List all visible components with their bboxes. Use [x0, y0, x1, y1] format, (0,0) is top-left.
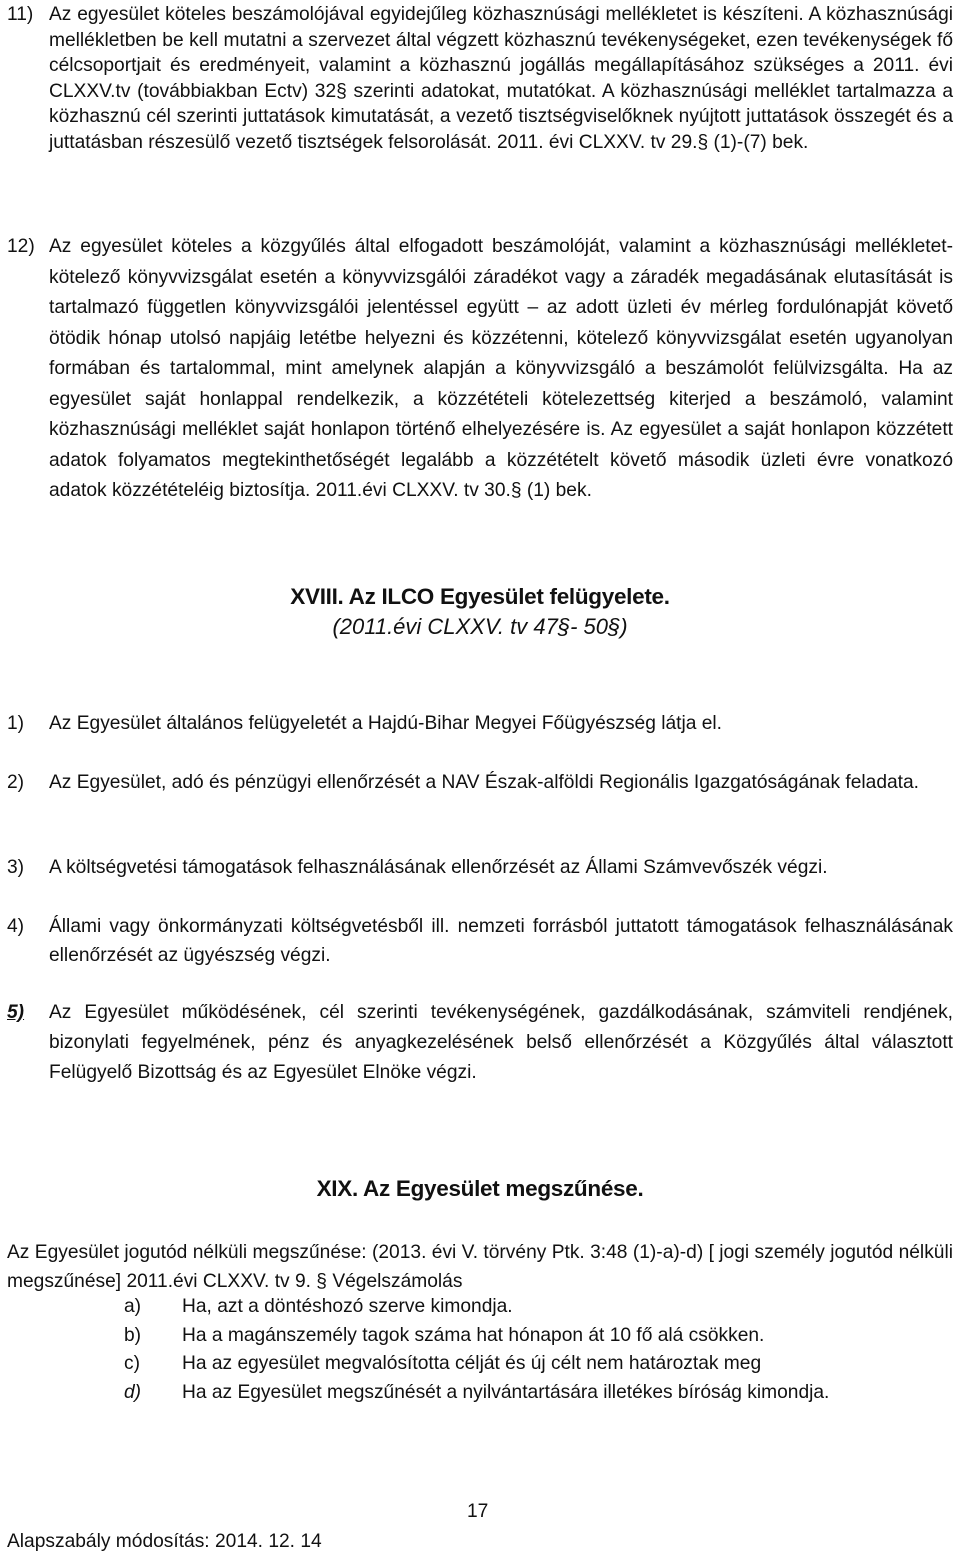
list-item-label: b): [124, 1324, 142, 1346]
item-text: Az Egyesület, adó és pénzügyi ellenőrzését a NAV Észak-alföldi Regionális Igazgatóságának feladata.: [49, 772, 920, 793]
item-number: 5): [7, 1002, 25, 1023]
list-item-text: Ha az Egyesület megszűnését a nyilvántartására illetékes bíróság kimondja.: [182, 1381, 830, 1403]
paragraph-number: 11): [7, 4, 34, 25]
section-xix: [7, 1174, 953, 1204]
supervision-item-5: [7, 998, 953, 1088]
item-number: 2): [7, 772, 25, 793]
paragraph-12: [7, 232, 953, 507]
supervision-item-3: [7, 855, 953, 881]
paragraph-number: 12): [7, 236, 35, 257]
section-title: XIX. Az Egyesület megszűnése.: [316, 1176, 644, 1201]
supervision-item-1: [7, 711, 953, 737]
item-text: A költségvetési támogatások felhasználásának ellenőrzését az Állami Számvevőszék végzi.: [49, 857, 828, 878]
list-item-label: d): [124, 1381, 142, 1403]
page-number: 17: [467, 1501, 489, 1522]
supervision-item-2: [7, 768, 953, 797]
supervision-item-4: [7, 912, 953, 970]
item-number: 1): [7, 713, 25, 734]
item-text: Állami vagy önkormányzati költségvetésből ill. nemzeti forrásból juttatott támogatások felhasználásának ellenőrzését az ügyészség végzi.: [49, 916, 953, 966]
item-number: 4): [7, 916, 25, 937]
dissolution-intro: Az Egyesület jogutód nélküli megszűnése: (2013. évi V. törvény Ptk. 3:48 (1)-a)-d) [ jogi személy jogutód nélküli megszűnése] 2011.évi CLXXV. tv 9. § Végelszámolás: [7, 1242, 953, 1292]
footer-revision-note: Alapszabály módosítás: 2014. 12. 14: [7, 1531, 322, 1552]
item-text: Az Egyesület működésének, cél szerinti tevékenységének, gazdálkodásának, számviteli rendjének, bizonylati fegyelmének, pénz és anyagkezelésének belső ellenőrzését a Közgyűlés által választott Felügyelő Bizottság és az Egyesület Elnöke végzi.: [49, 1002, 953, 1083]
paragraph-text: Az egyesület köteles beszámolójával egyidejűleg közhasznúsági mellékletet is készíteni. A közhasznúsági mellékletben be kell mutatni a szervezet által végzett közhasznú tevékenységeket, ezen tevékenységek fő célcsoportjait és eredményeit, valamint a közhasznú jogállás megállapításához szükséges a 2011. évi CLXXV.tv (továbbiakban Ectv) 32§ szerinti adatokat, mutatókat. A közhasznúsági melléklet tartalmazza a közhasznú cél szerinti juttatások kimutatását, a vezető tisztségviselőknek nyújtott juttatások összegét és a juttatásban részesülő vezető tisztségek felsorolását. 2011. évi CLXXV. tv 29.§ (1)-(7) bek.: [49, 4, 953, 153]
list-item-text: Ha az egyesület megvalósította célját és új célt nem határoztak meg: [182, 1353, 762, 1374]
paragraph-text: Az egyesület köteles a közgyűlés által elfogadott beszámolóját, valamint a közhasznúsági mellékletet- kötelező könyvvizsgálat esetén a könyvvizsgálói záradékot vagy a záradék megadásának elutasítását is tartalmazó független könyvvizsgálói jelentéssel együtt – az adott üzleti év mérleg fordulónapját követő ötödik hónap utolsó napjáig letétbe helyezni és közzétenni, kötelező könyvvizsgálat esetén ugyanolyan formában és tartalommal, mint amelynek alapján a könyvvizsgáló a beszámolót felülvizsgálta. Ha az egyesület saját honlappal rendelkezik, a közzétételi kötelezettség kiterjed a beszámoló, valamint közhasznúsági melléklet saját honlapon történő elhelyezésére is. Az egyesület a saját honlapon közzétett adatok folyamatos megtekinthetőségét legalább a közzétételt követő második üzleti évre vonatkozó adatok közzétételéig biztosítja. 2011.évi CLXXV. tv 30.§ (1) bek.: [49, 236, 953, 501]
list-item-text: Ha a magánszemély tagok száma hat hónapon át 10 fő alá csökken.: [182, 1324, 765, 1346]
item-number: 3): [7, 857, 25, 878]
section-subtitle: (2011.évi CLXXV. tv 47§- 50§): [332, 614, 628, 639]
list-item: [124, 1379, 944, 1408]
section-xviii: [7, 582, 953, 642]
section-title: XVIII. Az ILCO Egyesület felügyelete.: [290, 584, 670, 609]
item-text: Az Egyesület általános felügyeletét a Hajdú-Bihar Megyei Főügyészség látja el.: [49, 713, 723, 734]
list-item: [124, 1350, 944, 1379]
list-item: [124, 1293, 944, 1322]
list-item-label: c): [124, 1353, 140, 1374]
list-item: [124, 1322, 944, 1351]
list-item-label: a): [124, 1296, 142, 1317]
dissolution-list: [124, 1293, 944, 1407]
paragraph-11: [7, 2, 953, 156]
list-item-text: Ha, azt a döntéshozó szerve kimondja.: [182, 1296, 513, 1317]
